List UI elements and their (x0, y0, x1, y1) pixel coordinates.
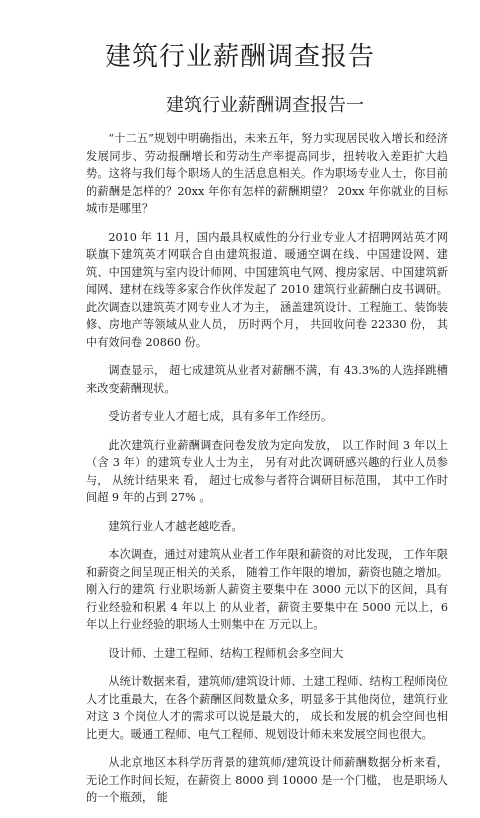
document-title: 建筑行业薪酬调查报告 (104, 42, 375, 72)
paragraph-questionnaire: 此次建筑行业薪酬调查问卷发放为定向发放， 以工作时间 3 年以上（含 3 年）的建筑专业人士为主， 另有对此次调研感兴趣的行业人员参与， 从统计结果来 看， 超过七成参与者符合调研目标范围， 其中工作时间超 9 年的占到 27% 。 (86, 438, 448, 504)
document-subtitle: 建筑行业薪酬调查报告一 (166, 95, 364, 116)
paragraph-dissatisfaction: 调查显示， 超七成建筑从业者对薪酬不满，有 43.3%的人选择跳槽来改变薪酬现状。 (86, 364, 448, 395)
paragraph-intro: “十二五”规划中明确指出，未来五年，努力实现居民收入增长和经济发展同步、劳动报酬增长和劳动生产率提高同步，扭转收入差距扩大趋势。这将与我们每个职场人的生活息息相关。作为职场专业人士，你目前的薪酬是怎样的？20xx 年你有怎样的薪酬期望？ 20xx 年你就业的目标城市是哪里？ (86, 132, 448, 215)
document-body (86, 130, 448, 818)
paragraph-beijing: 从北京地区本科学历背景的建筑师/建筑设计师薪酬数据分析来看， 无论工作时间长短，在薪资上 8000 到 10000 是一个门槛， 也是职场人的一个瓶颈， 能 (86, 756, 448, 804)
paragraph-survey: 2010 年 11 月，国内最具权威性的分行业专业人才招聘网站英才网联旗下建筑英才网联合自由建筑报道、暖通空调在线、中国建设网、建筑、中国建筑与室内设计师网、中国建筑电气网、搜房家居、中国建筑新闻网、建材在线等多家合作伙伴发起了 2010 建筑行业薪酬白皮书调研。 此次调查以建筑英才网专业人才为主， 涵盖建筑设计、工程施工、装饰装修、房地产等领域从业人员， 历时两个月， 共回收问卷 22330 份， 其中有效问卷 20860 份。 (86, 230, 448, 349)
paragraph-heading-experience: 受访者专业人才超七成，具有多年工作经历。 (108, 410, 333, 423)
paragraph-salary-years: 本次调查，通过对建筑从业者工作年限和薪资的对比发现， 工作年限和薪资之间呈现正相关的关系， 随着工作年限的增加，薪资也随之增加。 刚入行的建筑 行业职场新人薪资主要集中在 3000 元以下的区间，具有行业经验和积累 4 年以上 的从业者，薪资主要集中在 5000 元以上，6 年以上行业经验的职场人士则集中在 万元以上。 (86, 548, 448, 631)
paragraph-heading-roles: 设计师、土建工程师、结构工程师机会多空间大 (108, 646, 344, 660)
paragraph-heading-seniority: 建筑行业人才越老越吃香。 (108, 519, 243, 533)
paragraph-roles: 从统计数据来看，建筑师/建筑设计师、土建工程师、结构工程师岗位人才比重最大，在各个薪酬区间数量众多，明显多于其他岗位，建筑行业对这 3 个岗位人才的需求可以说是最大的， 成长和发展的机会空间也相比更大。暖通工程师、电气工程师、规划设计师未来发展空间也很大。 (86, 675, 448, 741)
